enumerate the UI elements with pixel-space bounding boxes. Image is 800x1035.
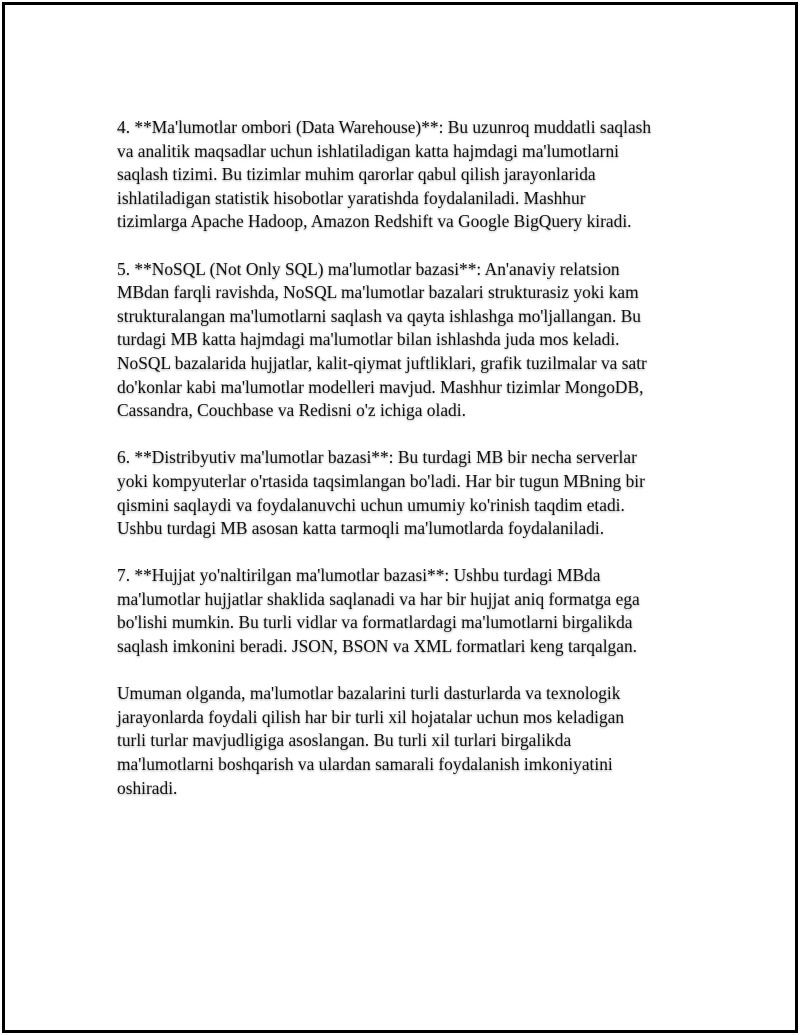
- text-line: do'konlar kabi ma'lumotlar modelleri mavjud. Mashhur tizimlar MongoDB,: [117, 376, 644, 397]
- text-line: bo'lishi mumkin. Bu turli vidlar va formatlardagi ma'lumotlarni birgalikda: [117, 612, 633, 633]
- paragraph-conclusion: [117, 682, 697, 800]
- text-line: saqlash tizimi. Bu tizimlar muhim qarorlar qabul qilish jarayonlarida: [117, 164, 596, 185]
- text-line: ma'lumotlar hujjatlar shaklida saqlanadi va har bir hujjat aniq formatga ega: [117, 588, 640, 609]
- text-line: ma'lumotlarni boshqarish va ulardan samarali foydalanish imkoniyatini: [117, 754, 613, 775]
- document-body: [117, 116, 697, 824]
- text-line: strukturalangan ma'lumotlarni saqlash va qayta ishlashga mo'ljallangan. Bu: [117, 305, 641, 326]
- text-line: 6. **Distribyutiv ma'lumotlar bazasi**: Bu turdagi MB bir necha serverlar: [117, 447, 637, 468]
- text-line: yoki kompyuterlar o'rtasida taqsimlangan bo'ladi. Har bir tugun MBning bir: [117, 470, 645, 491]
- paragraph-data-warehouse: [117, 116, 697, 234]
- text-line: turli turlar mavjudligiga asoslangan. Bu turli xil turlari birgalikda: [117, 730, 572, 751]
- text-line: turdagi MB katta hajmdagi ma'lumotlar bilan ishlashda juda mos keladi.: [117, 329, 620, 350]
- text-line: Ushbu turdagi MB asosan katta tarmoqli ma'lumotlarda foydalaniladi.: [117, 518, 605, 539]
- text-line: MBdan farqli ravishda, NoSQL ma'lumotlar bazalari strukturasiz yoki kam: [117, 282, 639, 303]
- text-line: oshiradi.: [117, 777, 178, 798]
- paragraph-document-oriented: [117, 564, 697, 658]
- text-line: Umuman olganda, ma'lumotlar bazalarini turli dasturlarda va texnologik: [117, 683, 621, 704]
- text-line: va analitik maqsadlar uchun ishlatiladigan katta hajmdagi ma'lumotlarni: [117, 140, 620, 161]
- text-line: jarayonlarda foydali qilish har bir turli xil hojatalar uchun mos keladigan: [117, 706, 625, 727]
- text-line: NoSQL bazalarida hujjatlar, kalit-qiymat juftliklari, grafik tuzilmalar va satr: [117, 352, 647, 373]
- text-line: saqlash imkonini beradi. JSON, BSON va XML formatlari keng tarqalgan.: [117, 636, 638, 657]
- text-line: 4. **Ma'lumotlar ombori (Data Warehouse)**: Bu uzunroq muddatli saqlash: [117, 117, 652, 137]
- text-line: qismini saqlaydi va foydalanuvchi uchun umumiy ko'rinish taqdim etadi.: [117, 494, 625, 515]
- text-line: tizimlarga Apache Hadoop, Amazon Redshift va Google BigQuery kiradi.: [117, 211, 632, 232]
- text-line: ishlatiladigan statistik hisobotlar yaratishda foydalaniladi. Mashhur: [117, 187, 586, 208]
- paragraph-distributed: [117, 446, 697, 540]
- paragraph-nosql: [117, 258, 697, 423]
- text-line: 5. **NoSQL (Not Only SQL) ma'lumotlar bazasi**: An'anaviy relatsion: [117, 258, 620, 279]
- text-line: Cassandra, Couchbase va Redisni o'z ichiga oladi.: [117, 400, 466, 421]
- text-line: 7. **Hujjat yo'naltirilgan ma'lumotlar bazasi**: Ushbu turdagi MBda: [117, 565, 601, 586]
